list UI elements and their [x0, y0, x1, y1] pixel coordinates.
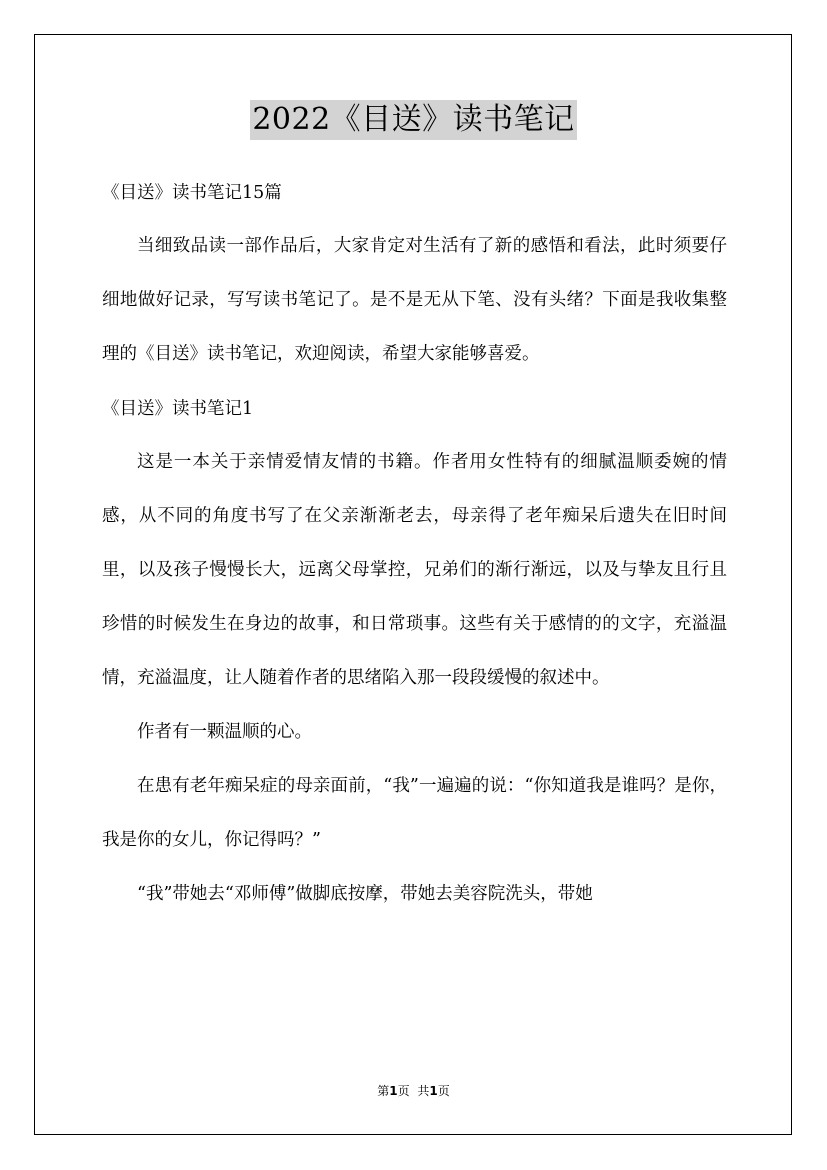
document-subtitle: 《目送》读书笔记15篇 [102, 183, 282, 203]
body-paragraph-1: 这是一本关于亲情爱情友情的书籍。作者用女性特有的细腻温顺委婉的情感，从不同的角度书写了在父亲渐渐老去，母亲得了老年痴呆后遗失在旧时间里，以及孩子慢慢长大，远离父母掌控，兄弟们的渐行渐远，以及与挚友且行且珍惜的时候发生在身边的故事，和日常琐事。这些有关于感情的的文字，充溢温情，充溢温度，让人随着作者的思绪陷入那一段段缓慢的叙述中。 [102, 452, 727, 688]
document-body [102, 171, 727, 921]
footer-total-prefix: 共 [417, 1084, 430, 1098]
page-footer [0, 1082, 827, 1099]
footer-page-prefix: 第 [377, 1084, 390, 1098]
document-title: 2022《目送》读书笔记 [250, 100, 576, 140]
footer-page-suffix: 页 [397, 1084, 410, 1098]
intro-paragraph: 当细致品读一部作品后，大家肯定对生活有了新的感悟和看法，此时须要仔细地做好记录，写写读书笔记了。是不是无从下笔、没有头绪？下面是我收集整理的《目送》读书笔记，欢迎阅读，希望大家能够喜爱。 [102, 236, 727, 364]
footer-total-number: 1 [429, 1084, 438, 1098]
footer-page-number: 1 [389, 1084, 398, 1098]
section-heading: 《目送》读书笔记1 [102, 399, 254, 419]
body-paragraph-4: “我”带她去“邓师傅”做脚底按摩，带她去美容院洗头，带她 [137, 884, 593, 904]
title-container [0, 100, 827, 140]
footer-total-suffix: 页 [437, 1084, 450, 1098]
body-paragraph-3: 在患有老年痴呆症的母亲面前，“我”一遍遍的说：“你知道我是谁吗？是你，我是你的女儿，你记得吗？” [102, 776, 727, 850]
body-paragraph-2: 作者有一颗温顺的心。 [137, 722, 312, 742]
